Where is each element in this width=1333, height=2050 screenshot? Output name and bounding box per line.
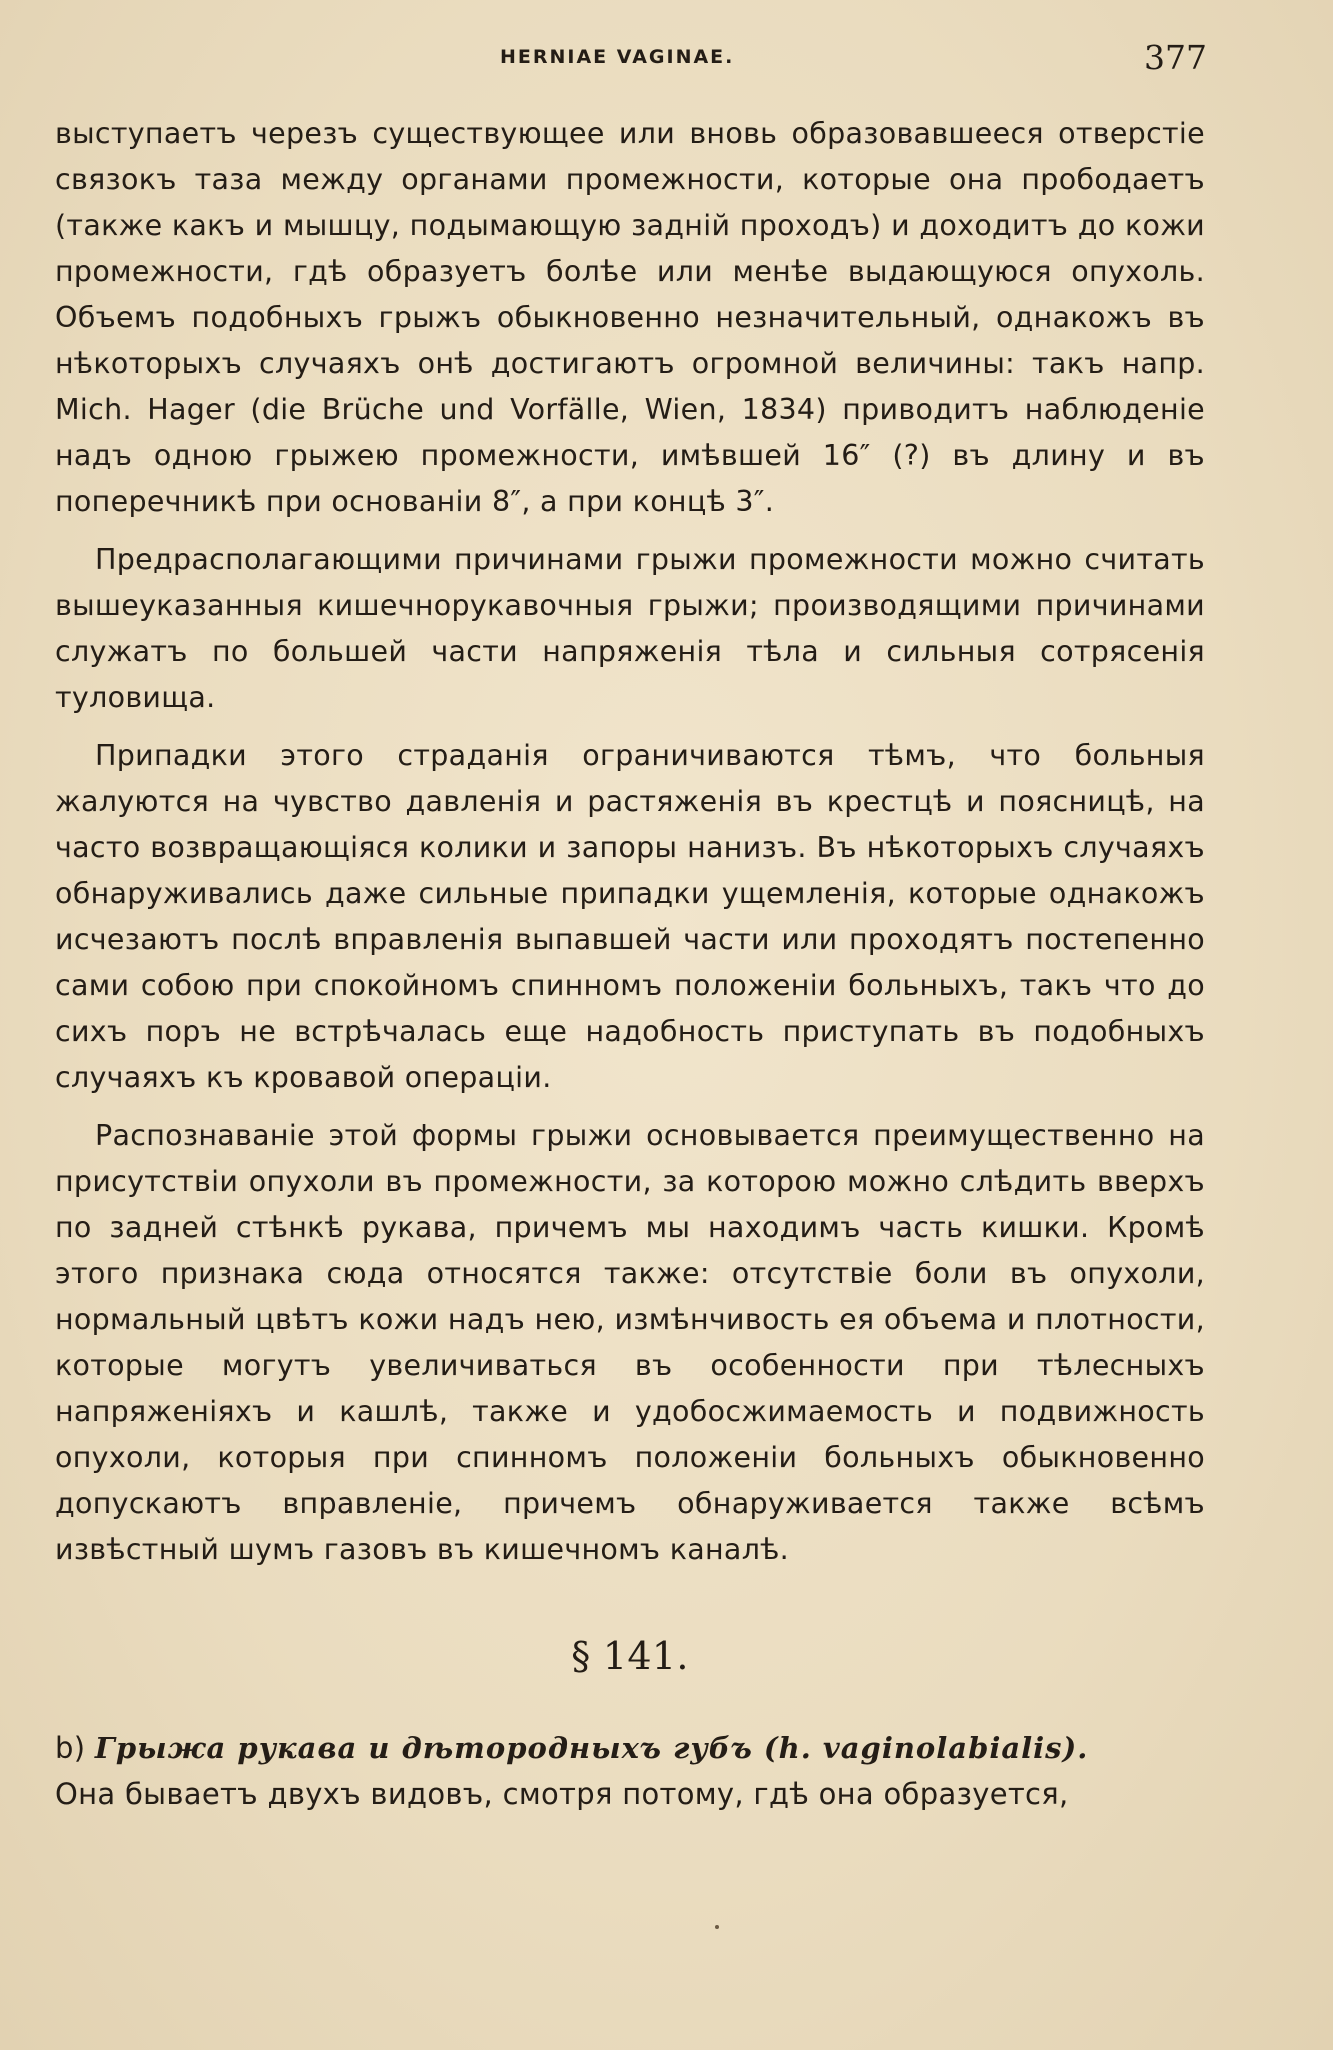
body-text bbox=[55, 111, 1205, 1817]
paragraph: выступаетъ черезъ существующее или вновь образовавшееся отверстіе связокъ таза между органами промежности, которые она прободаетъ (также какъ и мышцу, подымающую задній проходъ) и доходитъ до кожи промежности, гдѣ образуетъ болѣе или менѣе выдающуюся опухоль. Объемъ подобныхъ грыжъ обыкновенно незначительный, однакожъ въ нѣкоторыхъ случаяхъ онѣ достигаютъ огромной величины: такъ напр. Mich. Hager (die Brüche und Vorfälle, Wien, 1834) приводитъ наблюденіе надъ одною грыжею промежности, имѣвшей 16″ (?) въ длину и въ поперечникѣ при основаніи 8″, а при концѣ 3″. bbox=[55, 117, 1205, 518]
subsection-heading bbox=[55, 1725, 1205, 1771]
paragraph: Распознаваніе этой формы грыжи основывается преимущественно на присутствіи опухоли въ промежности, за которою можно слѣдить вверхъ по задней стѣнкѣ рукава, причемъ мы находимъ часть кишки. Кромѣ этого признака сюда относятся также: отсутствіе боли въ опухоли, нормальный цвѣтъ кожи надъ нею, измѣнчивость ея объема и плотности, которые могутъ увеличиваться въ особенности при тѣлесныхъ напряженіяхъ и кашлѣ, также и удобосжимаемость и подвижность опухоли, которыя при спинномъ положеніи больныхъ обыкновенно допускаютъ вправленіе, причемъ обнаруживается также всѣмъ извѣстный шумъ газовъ въ кишечномъ каналѣ. bbox=[55, 1119, 1205, 1566]
paragraph: Предрасполагающими причинами грыжи промежности можно считать вышеуказанныя кишечнорукавочныя грыжи; производящими причинами служатъ по большей части напряженія тѣла и сильныя сотрясенія туловища. bbox=[55, 543, 1205, 714]
subsection-title: Грыжа рукава и дѣтородныхъ губъ (h. vaginolabialis). bbox=[94, 1731, 1089, 1765]
page-header bbox=[55, 38, 1205, 88]
page-number: 377 bbox=[1144, 38, 1207, 77]
subsection-marker: b) bbox=[55, 1731, 86, 1765]
subsection-text: Она бываетъ двухъ видовъ, смотря потому, гдѣ она образуется, bbox=[55, 1777, 1069, 1811]
print-speck bbox=[715, 1925, 719, 1929]
running-head: HERNIAE VAGINAE. bbox=[500, 46, 735, 68]
paragraph: Припадки этого страданія ограничиваются тѣмъ, что больныя жалуются на чувство давленія и растяженія въ крестцѣ и поясницѣ, на часто возвращающіяся колики и запоры нанизъ. Въ нѣкоторыхъ случаяхъ обнаруживались даже сильные припадки ущемленія, которые однакожъ исчезаютъ послѣ вправленія выпавшей части или проходятъ постепенно сами собою при спокойномъ спинномъ положеніи больныхъ, такъ что до сихъ поръ не встрѣчалась еще надобность приступать въ подобныхъ случаяхъ къ кровавой операціи. bbox=[55, 739, 1205, 1094]
section-heading: § 141. bbox=[571, 1634, 689, 1678]
